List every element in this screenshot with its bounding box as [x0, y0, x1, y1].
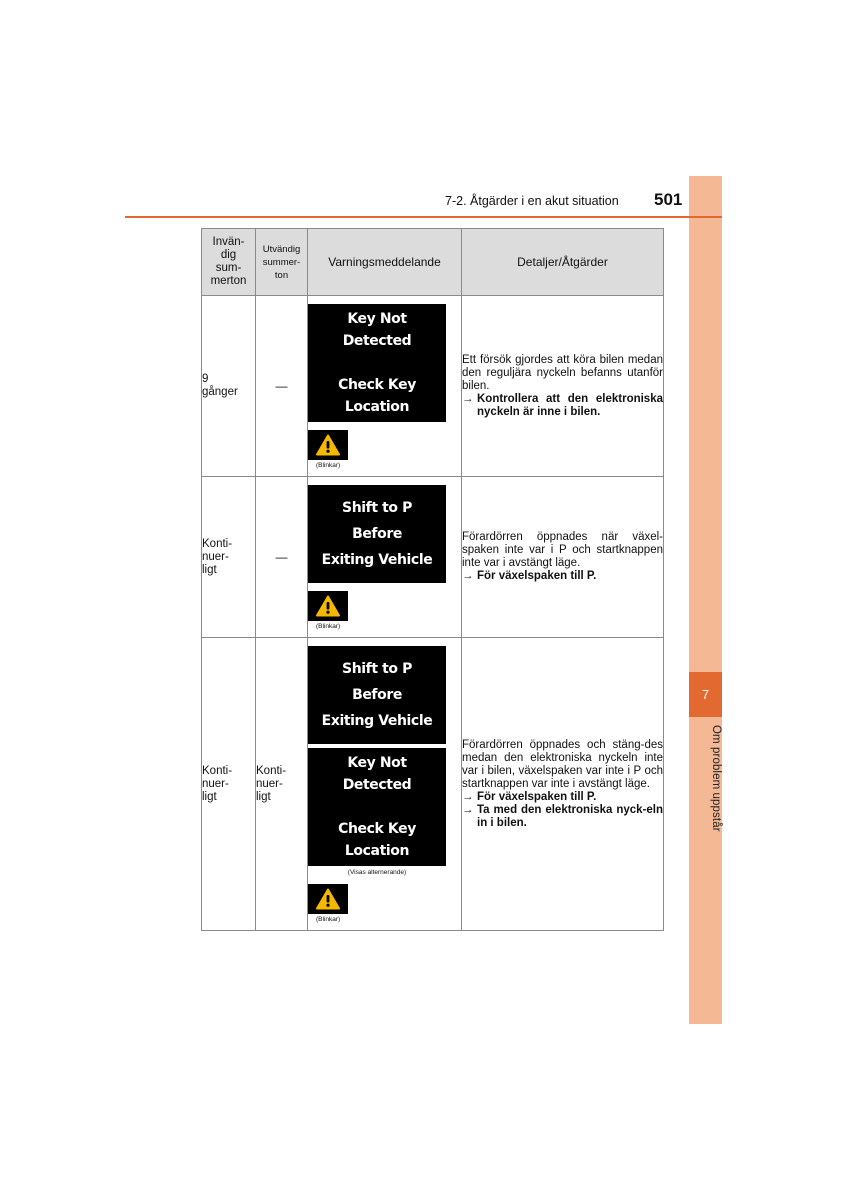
display-screen — [308, 748, 446, 866]
action-item — [462, 570, 663, 583]
arrow-icon: → — [462, 803, 474, 816]
icon-caption: (Blinkar) — [316, 915, 341, 923]
screen-line: Before — [352, 686, 402, 703]
table-row — [202, 638, 664, 931]
inner-buzzer-cell: Konti- nuer- ligt — [202, 638, 256, 931]
screen-line: Shift to P — [342, 499, 412, 516]
screen-line: Key Not — [347, 754, 407, 771]
header-warning-message: Varningsmeddelande — [308, 229, 462, 296]
header-details: Detaljer/Åtgärder — [462, 229, 664, 296]
screen-line: Location — [344, 842, 410, 859]
header-outer-buzzer: Utvändig summer- ton — [256, 229, 308, 296]
arrow-icon: → — [462, 570, 474, 582]
details-cell — [462, 638, 664, 931]
outer-buzzer-cell: Konti- nuer- ligt — [256, 638, 308, 931]
outer-buzzer-cell: — — [256, 477, 308, 638]
warning-message-cell — [308, 638, 462, 931]
screen-line: Shift to P — [342, 660, 412, 677]
display-screen — [308, 646, 446, 744]
table-header-row — [202, 229, 664, 296]
inner-buzzer-cell: 9 gånger — [202, 296, 256, 477]
display-screen — [308, 304, 446, 422]
table-row — [202, 477, 664, 638]
section-title: 7-2. Åtgärder i en akut situation — [445, 194, 619, 208]
icon-caption: (Blinkar) — [316, 622, 341, 630]
header-rule — [125, 216, 722, 218]
warning-triangle-icon — [308, 430, 348, 460]
table-row — [202, 296, 664, 477]
screen-line: Check Key — [338, 376, 416, 393]
action-item — [462, 791, 663, 804]
warning-table — [201, 228, 664, 931]
page-number: 501 — [654, 190, 683, 209]
header-inner-buzzer: Invän- dig sum- merton — [202, 229, 256, 296]
action-item — [462, 804, 663, 830]
screen-line: Key Not — [347, 310, 407, 327]
screen-line: Location — [344, 398, 410, 415]
screen-line: Exiting Vehicle — [321, 712, 433, 729]
screen-gap — [308, 796, 446, 818]
warning-triangle-icon — [308, 591, 348, 621]
warning-triangle-icon — [308, 884, 348, 914]
inner-buzzer-cell: Konti- nuer- ligt — [202, 477, 256, 638]
arrow-icon: → — [462, 790, 474, 803]
warning-message-cell — [308, 296, 462, 477]
display-screen — [308, 485, 446, 583]
action-text: För växelspaken till P. — [477, 570, 597, 582]
screen-line: Detected — [342, 776, 412, 793]
icon-caption: (Blinkar) — [316, 461, 341, 469]
warning-message-cell — [308, 477, 462, 638]
screen-line: Exiting Vehicle — [321, 551, 433, 568]
detail-text: Ett försök gjordes att köra bilen medan den reguljära nyckeln befanns utanför bilen. — [462, 353, 663, 392]
screen-line: Detected — [342, 332, 412, 349]
detail-text: Förardörren öppnades när växel-spaken inte var i P och startknappen inte var i avstängt läge. — [462, 531, 663, 569]
screen-gap — [308, 352, 446, 374]
action-text: Kontrollera att den elektroniska nyckeln är inne i bilen. — [477, 392, 663, 418]
action-item — [462, 393, 663, 419]
alternating-caption: (Visas alternerande) — [347, 868, 407, 876]
action-text: För växelspaken till P. — [477, 790, 597, 803]
detail-text: Förardörren öppnades och stäng-des medan den elektroniska nyckeln inte var i bilen, växelspaken var inte i P och startknappen var inte i avstängt läge. — [462, 738, 663, 790]
outer-buzzer-cell: — — [256, 296, 308, 477]
arrow-icon: → — [462, 392, 474, 405]
screen-line: Check Key — [338, 820, 416, 837]
action-text: Ta med den elektroniska nyck-eln in i bilen. — [477, 803, 663, 829]
chapter-number: 7 — [689, 672, 722, 717]
chapter-title: Om problem uppstår — [710, 725, 722, 832]
details-cell — [462, 296, 664, 477]
screen-line: Before — [352, 525, 402, 542]
details-cell — [462, 477, 664, 638]
